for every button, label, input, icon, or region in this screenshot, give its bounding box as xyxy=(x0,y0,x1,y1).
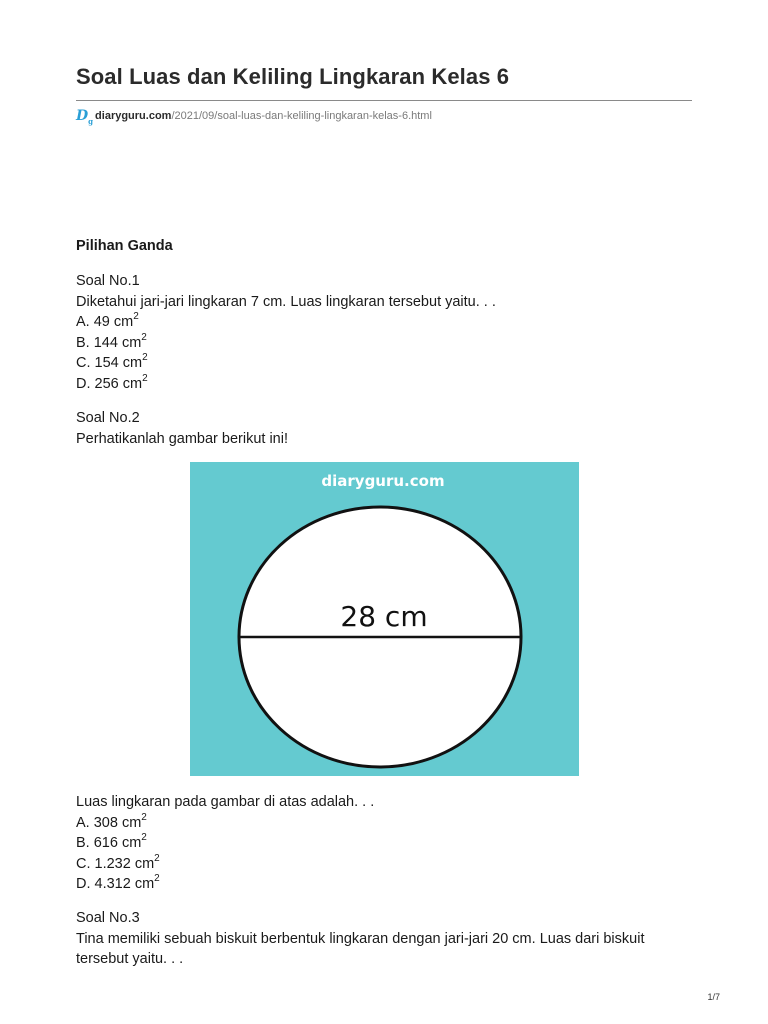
page-indicator: 1/7 xyxy=(707,992,720,1002)
question-1-option-d: D. 256 $cm^2$ xyxy=(76,372,148,392)
diaryguru-logo-icon: $D_g$ xyxy=(76,108,94,126)
question-2-option-b: B. 616 $cm^2$ xyxy=(76,832,147,851)
question-2-followup xyxy=(76,792,374,895)
question-1-label: Soal No.1 xyxy=(76,273,140,289)
page-title: Soal Luas dan Keliling Lingkaran Kelas 6 xyxy=(76,64,510,89)
question-2-prompt: Luas lingkaran pada gambar di atas adalah. . . xyxy=(76,794,375,810)
circle-figure-svg xyxy=(190,462,579,776)
question-2-label: Soal No.2 xyxy=(76,410,140,426)
question-2-text: Perhatikanlah gambar berikut ini! xyxy=(76,430,288,447)
source-path[interactable]: /2021/09/soal-luas-dan-keliling-lingkaran-kelas-6.html xyxy=(171,110,432,122)
figure-watermark: diaryguru.com xyxy=(321,472,445,490)
question-1-option-b: B. 144 $cm^2$ xyxy=(76,331,147,351)
question-3-text: Tina memiliki sebuah biskuit berbentuk lingkaran dengan jari-jari 20 cm. Luas dari biskuit tersebut yaitu. . . xyxy=(76,930,645,967)
source-link[interactable] xyxy=(76,108,432,124)
question-2-option-c: C. 1.232 $cm^2$ xyxy=(76,852,160,872)
diameter-label: 28 cm xyxy=(340,600,428,633)
question-3-label: Soal No.3 xyxy=(76,910,140,926)
question-1-option-c: C. 154 $cm^2$ xyxy=(76,352,148,371)
question-2-option-d: D. 4.312 $cm^2$ xyxy=(76,873,160,892)
question-2-option-a: A. 308 $cm^2$ xyxy=(76,811,147,831)
circle-figure xyxy=(190,462,579,776)
question-1-option-a: A. 49 $cm^2$ xyxy=(76,311,139,330)
question-1 xyxy=(76,271,496,394)
question-3 xyxy=(76,908,696,970)
question-2 xyxy=(76,408,288,449)
section-heading: Pilihan Ganda xyxy=(76,238,173,254)
source-domain[interactable]: diaryguru.com xyxy=(95,110,172,122)
title-divider xyxy=(76,100,692,101)
question-1-text: Diketahui jari-jari lingkaran 7 cm. Luas lingkaran tersebut yaitu. . . xyxy=(76,293,496,310)
